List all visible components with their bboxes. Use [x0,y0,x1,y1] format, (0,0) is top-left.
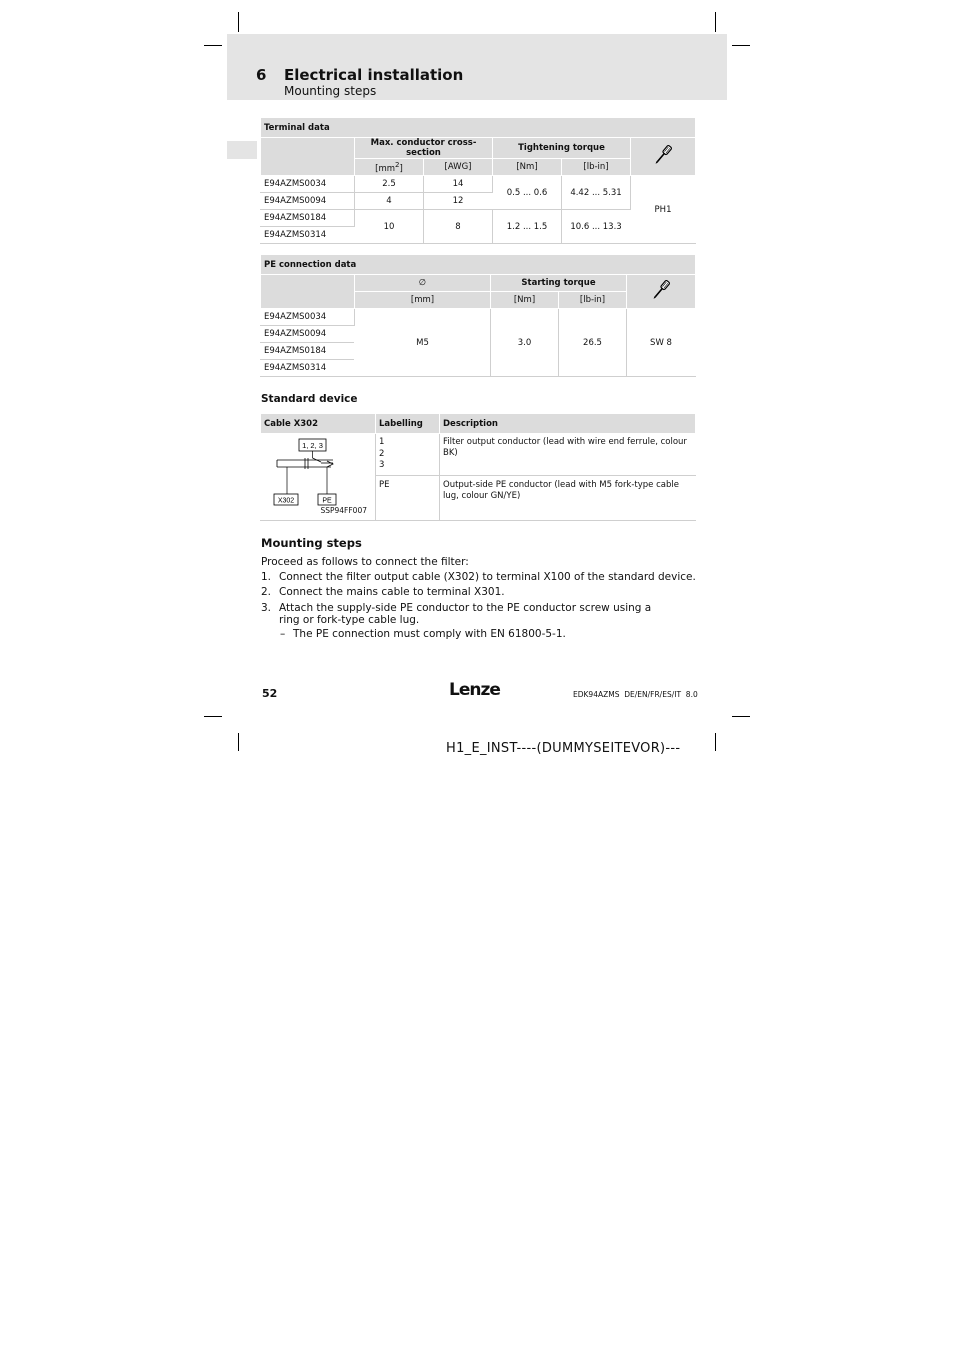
side-tab [227,141,257,159]
unit-lbin: [lb-in] [562,159,631,176]
cell-awg: 8 [424,210,493,244]
cell-lbin: 10.6 ... 13.3 [562,210,631,244]
table-row-name: E94AZMS0314 [261,360,355,377]
table-row-name: E94AZMS0094 [261,193,355,210]
step-text: Connect the filter output cable (X302) to terminal X100 of the standard device. [279,571,696,583]
chapter-title: Electrical installation [284,66,464,84]
description-cell: Filter output conductor (lead with wire end ferrule, colour BK) [440,434,696,476]
table-row-name: E94AZMS0094 [261,326,355,343]
cell-awg: 14 [424,176,493,193]
description-cell: Output-side PE conductor (lead with M5 fork-type cable lug, colour GN/YE) [440,476,696,521]
table-row-name: E94AZMS0314 [261,227,355,244]
cell-lbin: 4.42 ... 5.31 [562,176,631,210]
header-blank [261,138,355,176]
table-row-name: E94AZMS0034 [261,176,355,193]
page-number: 52 [262,687,278,700]
crop-mark [732,45,750,46]
table-row-name: E94AZMS0034 [261,309,355,326]
cable-diagram-cell [261,434,376,521]
crop-mark [204,45,222,46]
mounting-steps-heading: Mounting steps [261,536,362,550]
labelling-cell [376,434,440,476]
doc-id: EDK94AZMS DE/EN/FR/ES/IT 8.0 [573,690,698,699]
cell-mm2: 10 [355,210,424,244]
step-text: Connect the mains cable to terminal X301. [279,586,505,598]
cell-awg: 12 [424,193,493,210]
diagram-label-pe: PE [322,497,332,505]
step-number: 1. [261,571,272,583]
step-number: 2. [261,586,272,598]
col-tightening-torque: Tightening torque [493,138,631,159]
cell-mm2: 2.5 [355,176,424,193]
diagram-label-top: 1, 2, 3 [302,441,323,450]
cell-nm: 3.0 [491,309,559,377]
unit-lbin: [lb-in] [559,292,627,309]
cell-lbin: 26.5 [559,309,627,377]
label-3: 3 [379,460,385,470]
cell-nm: 0.5 ... 0.6 [493,176,562,210]
chapter-number: 6 [256,66,267,84]
crop-mark [715,733,716,751]
crop-mark [238,12,239,32]
diagram-label-x302: X302 [277,497,295,505]
cell-size: M5 [355,309,491,377]
col-cable: Cable X302 [261,414,376,434]
standard-device-table [260,413,696,521]
bottom-code: H1_E_INST----(DUMMYSEITEVOR)--- [446,741,681,756]
figure-id: SSP94FF007 [320,506,367,515]
step-text: Attach the supply-side PE conductor to the PE conductor screw using a ring or fork-type cable lug. [279,602,652,626]
table-row-name: E94AZMS0184 [261,210,355,227]
unit-nm: [Nm] [491,292,559,309]
cell-tool: SW 8 [627,309,696,377]
col-cross-section: Max. conductor cross-section [355,138,493,159]
cable-diagram [261,434,375,516]
unit-nm: [Nm] [493,159,562,176]
pe-connection-table [260,254,696,377]
label-1: 1 [379,437,385,447]
screwdriver-icon [649,278,673,302]
unit-awg: [AWG] [424,159,493,176]
lenze-logo: Lenze [449,680,500,700]
header-blank [261,275,355,309]
tool-header [631,138,696,176]
terminal-data-table [260,117,696,244]
diameter-symbol: ∅ [355,275,491,292]
mounting-intro: Proceed as follows to connect the filter: [261,556,469,568]
tool-header [627,275,696,309]
labelling-cell: PE [376,476,440,521]
label-2: 2 [379,448,385,459]
screwdriver-icon [651,143,675,167]
crop-mark [238,733,239,751]
sub-bullet-text: The PE connection must comply with EN 61800-5-1. [293,628,566,640]
step-number: 3. [261,602,272,614]
crop-mark [715,12,716,32]
cell-tool: PH1 [631,176,696,244]
sub-bullet-dash: – [280,628,286,640]
chapter-subtitle: Mounting steps [284,84,377,98]
table-caption: PE connection data [261,255,696,275]
cell-mm2: 4 [355,193,424,210]
crop-mark [204,716,222,717]
crop-mark [732,716,750,717]
cell-nm: 1.2 ... 1.5 [493,210,562,244]
table-row-name: E94AZMS0184 [261,343,355,360]
table-caption: Terminal data [261,118,696,138]
col-description: Description [440,414,696,434]
col-labelling: Labelling [376,414,440,434]
unit-mm2: $[mm^2]$ [355,159,424,176]
standard-device-heading: Standard device [261,393,358,405]
col-starting-torque: Starting torque [491,275,627,292]
unit-mm: [mm] [355,292,491,309]
